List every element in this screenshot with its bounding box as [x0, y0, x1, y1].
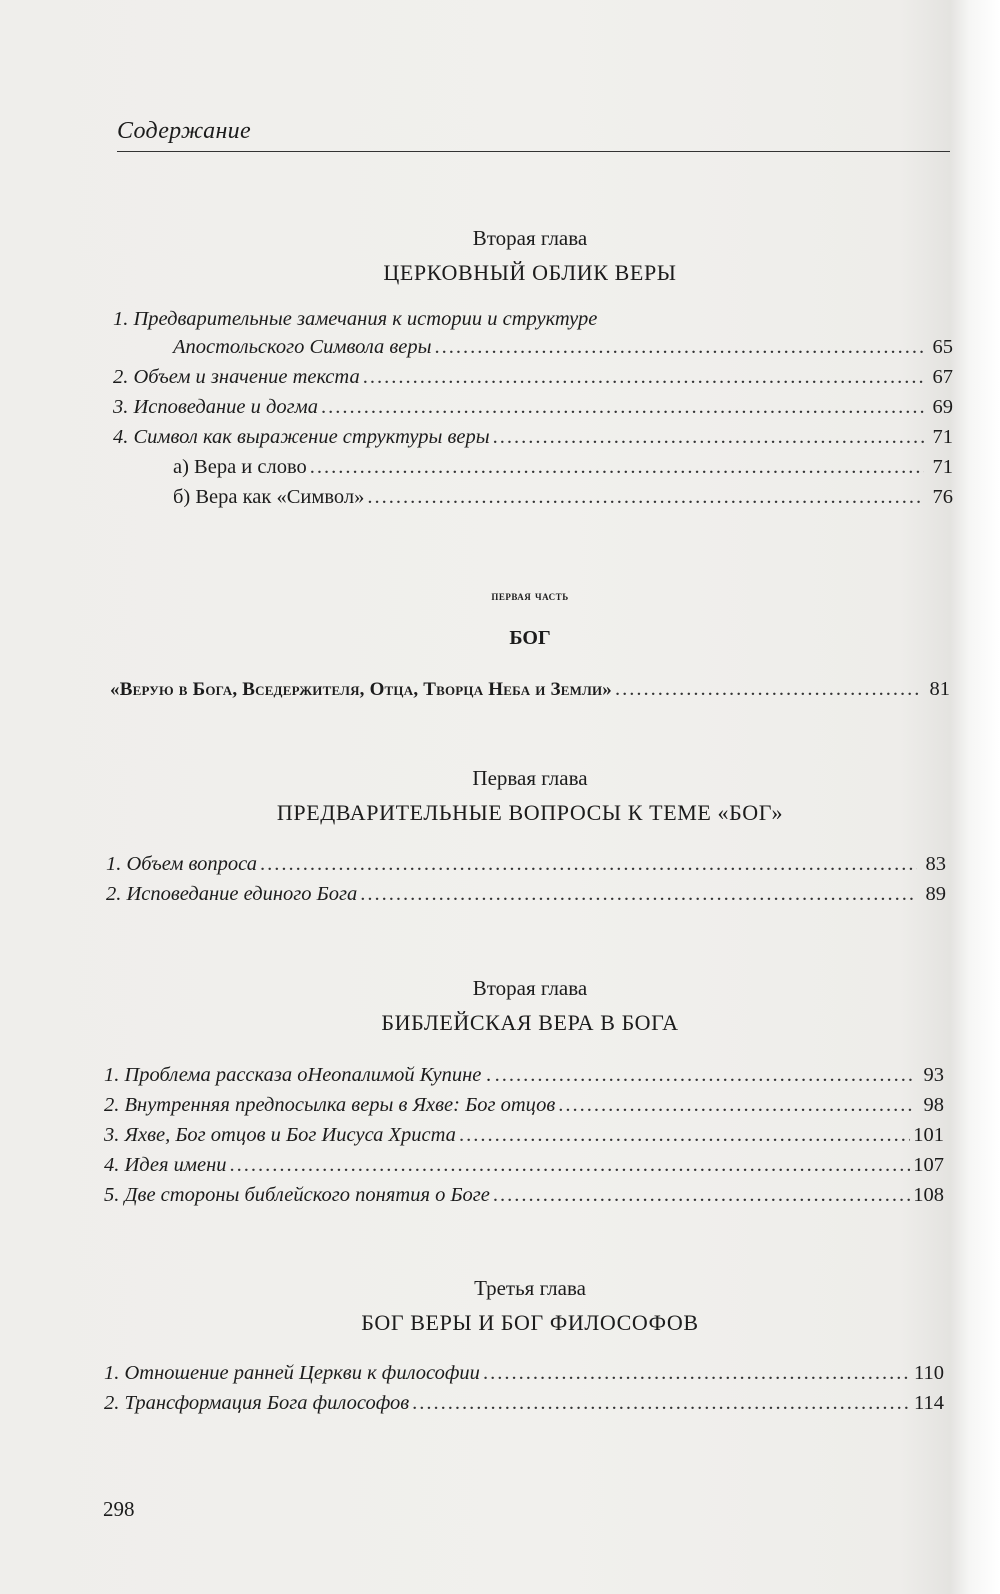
chapter-heading	[0, 766, 1000, 826]
toc-entry-title: 4. Идея имени	[104, 1154, 227, 1176]
toc-entry-title: 1. Предварительные замечания к истории и структуре	[113, 308, 598, 330]
chapter-label: Вторая глава	[472, 976, 588, 1000]
toc-entry[interactable]	[104, 1362, 944, 1392]
toc-entry-title: 3. Исповедание и догма	[113, 396, 318, 418]
chapter-title: БОГ ВЕРЫ И БОГ ФИЛОСОФОВ	[361, 1310, 699, 1335]
leader-dots	[360, 883, 917, 906]
chapter-title: ЦЕРКОВНЫЙ ОБЛИК ВЕРЫ	[383, 260, 677, 285]
toc-page-number: 67	[932, 366, 953, 388]
toc-entry[interactable]	[113, 396, 953, 426]
chapter-heading	[0, 226, 1000, 286]
toc-page-number: 98	[923, 1094, 944, 1116]
toc-entry[interactable]	[104, 1124, 944, 1154]
toc-page-number: 83	[925, 853, 946, 875]
toc-entry-title: б) Вера как «Символ»	[173, 486, 365, 508]
leader-dots	[483, 1362, 911, 1385]
page-number: 298	[103, 1497, 135, 1521]
toc-list	[113, 308, 953, 516]
toc-entry-title: 3. Яхве, Бог отцов и Бог Иисуса Христа	[104, 1124, 456, 1146]
leader-dots	[321, 396, 924, 419]
toc-entry[interactable]	[106, 853, 946, 883]
toc-entry-title: 5. Две стороны библейского понятия о Боге	[104, 1184, 490, 1206]
toc-entry-title: 1. Проблема рассказа оНеопалимой Купине .	[104, 1064, 492, 1086]
chapter-title: БИБЛЕЙСКАЯ ВЕРА В БОГА	[381, 1010, 679, 1035]
chapter-label: Вторая глава	[472, 226, 588, 250]
leader-dots	[493, 426, 924, 449]
toc-list	[110, 678, 950, 708]
toc-entry[interactable]	[104, 1154, 944, 1184]
toc-entry-continuation[interactable]	[113, 336, 953, 366]
toc-entry[interactable]	[104, 1392, 944, 1422]
toc-page-number: 101	[913, 1124, 944, 1146]
toc-page-number: 110	[914, 1362, 944, 1384]
part-label: первая часть	[491, 588, 569, 603]
leader-dots	[495, 1064, 915, 1087]
toc-entry[interactable]	[104, 1094, 944, 1124]
toc-entry[interactable]	[106, 883, 946, 913]
part-heading	[0, 588, 1000, 650]
leader-dots	[260, 853, 917, 876]
toc-entry-title: Апостольского Символа веры	[173, 336, 432, 358]
toc-entry-title: 4. Символ как выражение структуры веры	[113, 426, 490, 448]
toc-page-number: 108	[913, 1184, 944, 1206]
toc-entry-title: 1. Отношение ранней Церкви к философии	[104, 1362, 480, 1384]
leader-dots	[310, 456, 924, 479]
running-head: Содержание	[117, 118, 950, 152]
toc-page-number: 89	[925, 883, 946, 905]
chapter-title: ПРЕДВАРИТЕЛЬНЫЕ ВОПРОСЫ К ТЕМЕ «БОГ»	[276, 800, 784, 825]
leader-dots	[412, 1392, 911, 1415]
chapter-heading	[0, 1276, 1000, 1336]
leader-dots	[493, 1184, 910, 1207]
toc-entry-title: 2. Трансформация Бога философов	[104, 1392, 410, 1414]
toc-list	[106, 853, 946, 913]
toc-entry-title: 2. Исповедание единого Бога	[106, 883, 358, 905]
toc-subentry[interactable]	[113, 456, 953, 486]
toc-list	[104, 1064, 944, 1214]
toc-page-number: 93	[923, 1064, 944, 1086]
toc-entry[interactable]	[110, 678, 950, 708]
toc-subentry[interactable]	[113, 486, 953, 516]
toc-entry[interactable]	[104, 1184, 944, 1214]
leader-dots	[367, 486, 924, 509]
toc-page-number: 69	[932, 396, 953, 418]
toc-entry-title: 2. Объем и значение текста	[113, 366, 360, 388]
toc-page-number: 107	[913, 1154, 944, 1176]
toc-page-number: 71	[932, 426, 953, 448]
toc-entry-title: 1. Объем вопроса	[106, 853, 257, 875]
leader-dots	[459, 1124, 910, 1147]
toc-entry[interactable]	[113, 426, 953, 456]
leader-dots	[230, 1154, 911, 1177]
toc-page-number: 81	[929, 678, 950, 700]
toc-page-number: 76	[932, 486, 953, 508]
chapter-heading	[0, 976, 1000, 1036]
chapter-label: Третья глава	[474, 1276, 586, 1300]
leader-dots	[558, 1094, 915, 1117]
toc-entry[interactable]	[113, 308, 953, 336]
toc-list	[104, 1362, 944, 1422]
toc-page-number: 114	[914, 1392, 944, 1414]
leader-dots	[615, 678, 921, 701]
toc-entry[interactable]	[104, 1064, 944, 1094]
toc-entry-title: «Верую в Бога, Вседержителя, Отца, Творца Неба и Земли»	[110, 679, 613, 700]
leader-dots	[363, 366, 924, 389]
toc-page-number: 65	[932, 336, 953, 358]
leader-dots	[435, 336, 924, 359]
toc-entry-title: 2. Внутренняя предпосылка веры в Яхве: Бог отцов	[104, 1094, 556, 1116]
toc-page-number: 71	[932, 456, 953, 478]
part-title: БОГ	[509, 627, 551, 649]
toc-entry[interactable]	[113, 366, 953, 396]
toc-entry-title: а) Вера и слово	[173, 456, 307, 478]
chapter-label: Первая глава	[472, 766, 588, 790]
